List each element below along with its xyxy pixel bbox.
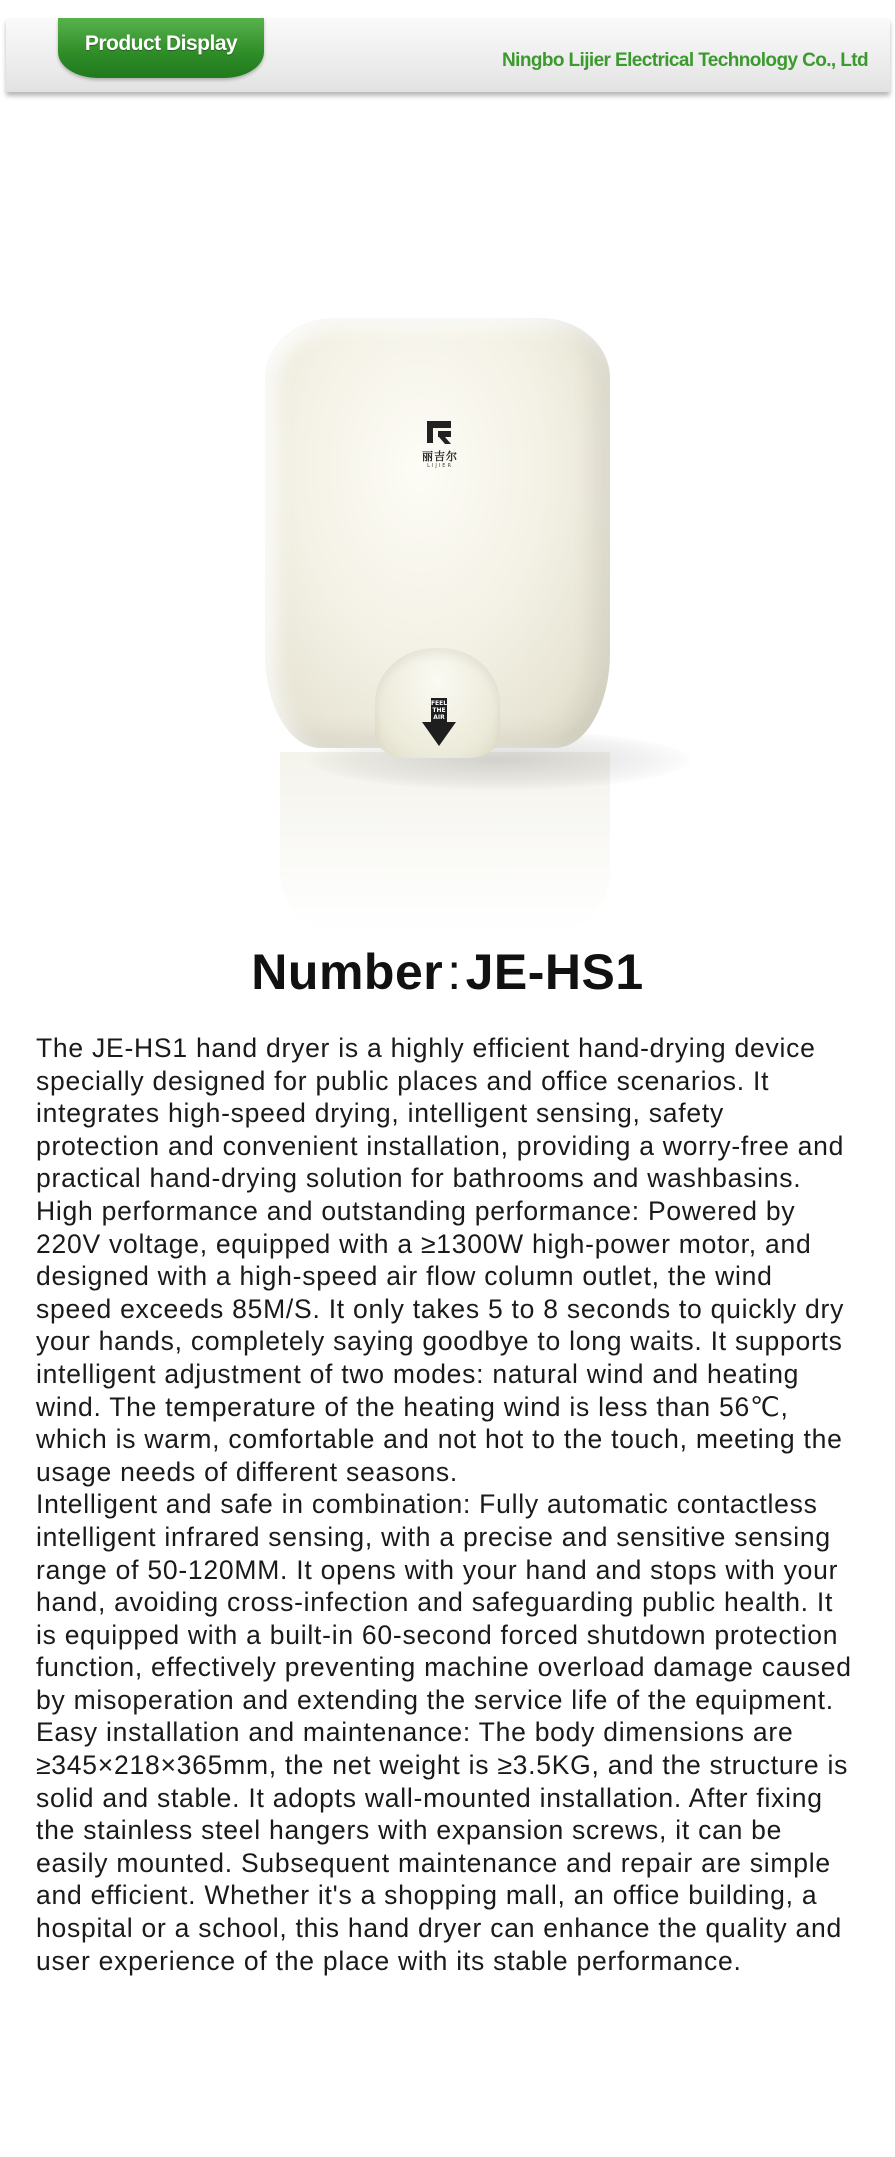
description-installation: Easy installation and maintenance: The body dimensions are ≥345×218×365mm, the net weight is ≥3.5KG, and the structure is solid and stable. It adopts wall-mounted installation. After fixing the stainless steel hangers with expansion screws, it can be easily mounted. Subsequent maintenance and repair are simple and efficient. Whether it's a shopping mall, an office building, a hospital or a school, this hand dryer can enhance the quality and user experience of the place with its stable performance. [36, 1717, 849, 1976]
product-description [36, 1032, 854, 1977]
title-label: Number [251, 944, 444, 1000]
header-banner [6, 18, 890, 92]
brand-logo-cn: 丽吉尔 [422, 450, 458, 463]
title-separator: : [447, 944, 462, 1000]
description-performance: High performance and outstanding performance: Powered by 220V voltage, equipped with a ≥1300W high-power motor, and designed with a high-speed air flow column outlet, the wind speed exceeds 85M/S. It only takes 5 to 8 seconds to quickly dry your hands, completely saying goodbye to long waits. It supports intelligent adjustment of two modes: natural wind and heating wind. The temperature of the heating wind is less than 56℃, which is warm, comfortable and not hot to the touch, meeting the usage needs of different seasons. [36, 1195, 845, 1487]
description-safety: Intelligent and safe in combination: Fully automatic contactless intelligent infrared sensing, with a precise and sensitive sensing range of 50-120MM. It opens with your hand and stops with your hand, avoiding cross-infection and safeguarding public health. It is equipped with a built-in 60-second forced shutdown protection function, effectively preventing machine overload damage caused by misoperation and extending the service life of the equipment. [36, 1489, 852, 1715]
brand-logo-icon [425, 418, 453, 446]
arrow-text-line-3: AIR [433, 714, 445, 721]
tab-label: Product Display [84, 32, 238, 55]
hand-dryer-body [265, 318, 610, 748]
brand-logo-en: LIJIER [427, 463, 453, 469]
company-name: Ningbo Lijier Electrical Technology Co., Ltd [502, 50, 868, 71]
model-number-title [0, 943, 895, 1001]
feel-the-air-label [425, 700, 453, 721]
arrow-text-line-1: FEEL [430, 700, 448, 707]
product-image [180, 300, 740, 940]
model-number: JE-HS1 [465, 944, 644, 1000]
arrow-text-line-2: THE [432, 707, 446, 714]
product-display-tab [58, 18, 264, 78]
description-intro: The JE-HS1 hand dryer is a highly efficient hand-drying device specially designed for public places and office scenarios. It integrates high-speed drying, intelligent sensing, safety protection and convenient installation, providing a worry-free and practical hand-drying solution for bathrooms and washbasins. [36, 1033, 845, 1194]
